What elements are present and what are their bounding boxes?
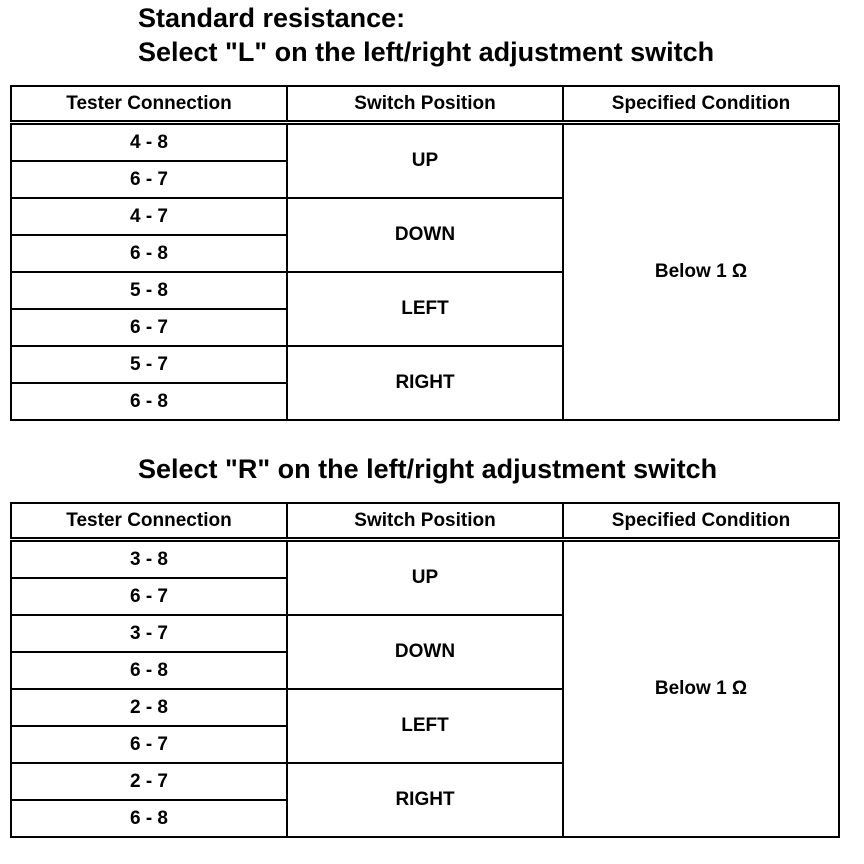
table-header-row: [11, 86, 839, 123]
header-specified-condition: Specified Condition: [563, 86, 839, 123]
specified-condition-cell: Below 1 Ω: [563, 540, 839, 838]
tester-connection-cell: 3 - 7: [11, 615, 287, 652]
switch-position-cell: UP: [287, 123, 563, 199]
switch-position-cell: DOWN: [287, 615, 563, 689]
tester-connection-cell: 6 - 7: [11, 726, 287, 763]
tester-connection-cell: 2 - 8: [11, 689, 287, 726]
switch-position-cell: LEFT: [287, 689, 563, 763]
tester-connection-cell: 5 - 7: [11, 346, 287, 383]
header-specified-condition: Specified Condition: [563, 503, 839, 540]
specified-condition-cell: Below 1 Ω: [563, 123, 839, 421]
header-tester-connection: Tester Connection: [11, 503, 287, 540]
switch-position-cell: LEFT: [287, 272, 563, 346]
tester-connection-cell: 4 - 8: [11, 123, 287, 162]
switch-position-cell: DOWN: [287, 198, 563, 272]
table-row: [11, 123, 839, 162]
heading-standard-resistance: Standard resistance:: [138, 3, 406, 33]
switch-position-cell: UP: [287, 540, 563, 616]
tester-connection-cell: 6 - 7: [11, 578, 287, 615]
heading-select-l: Select "L" on the left/right adjustment switch: [138, 37, 715, 67]
tester-connection-cell: 3 - 8: [11, 540, 287, 579]
header-tester-connection: Tester Connection: [11, 86, 287, 123]
table-header-row: [11, 503, 839, 540]
header-switch-position: Switch Position: [287, 86, 563, 123]
header-switch-position: Switch Position: [287, 503, 563, 540]
switch-position-cell: RIGHT: [287, 346, 563, 420]
switch-position-cell: RIGHT: [287, 763, 563, 837]
heading-select-r: Select "R" on the left/right adjustment switch: [138, 454, 718, 484]
tester-connection-cell: 6 - 8: [11, 652, 287, 689]
resistance-table-l: [10, 85, 840, 421]
tester-connection-cell: 5 - 8: [11, 272, 287, 309]
resistance-table-r: [10, 502, 840, 838]
tester-connection-cell: 4 - 7: [11, 198, 287, 235]
tester-connection-cell: 6 - 8: [11, 383, 287, 420]
tester-connection-cell: 6 - 7: [11, 309, 287, 346]
tester-connection-cell: 6 - 8: [11, 235, 287, 272]
tester-connection-cell: 6 - 8: [11, 800, 287, 837]
tester-connection-cell: 6 - 7: [11, 161, 287, 198]
table-row: [11, 540, 839, 579]
tester-connection-cell: 2 - 7: [11, 763, 287, 800]
